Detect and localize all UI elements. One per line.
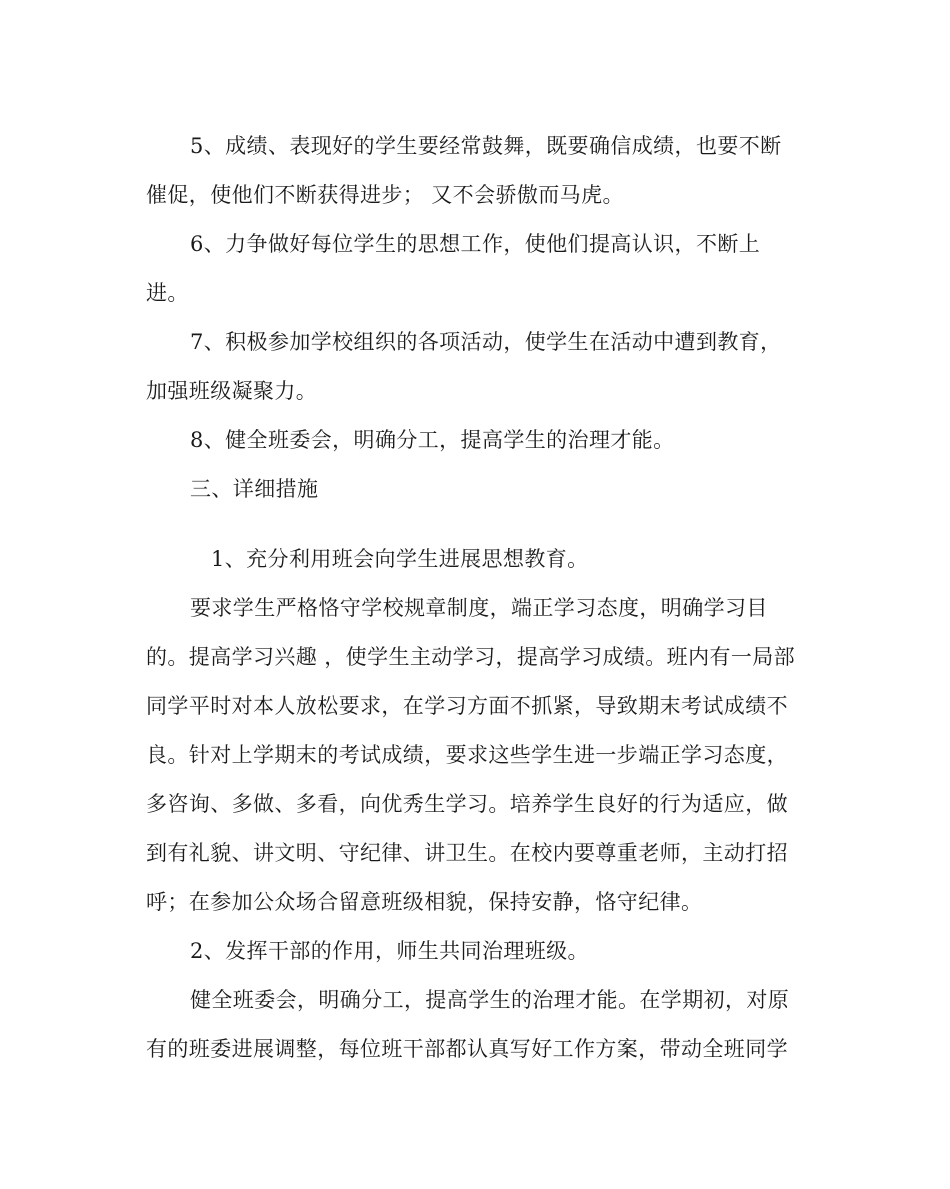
text-line: 进。 — [146, 281, 189, 305]
text-line: 呼；在参加公众场合留意班级相貌，保持安静，恪守纪律。 — [146, 890, 703, 914]
subsection-heading: 1、充分利用班会向学生进展思想教育。 — [211, 547, 589, 571]
section-heading: 三、详细措施 — [190, 477, 319, 501]
text-line: 的。提高学习兴趣 ，使学生主动学习，提高学习成绩。班内有一局部 — [146, 645, 796, 669]
text-line: 良。针对上学期末的考试成绩，要求这些学生进一步端正学习态度， — [146, 743, 788, 767]
subsection-heading: 2、发挥干部的作用，师生共同治理班级。 — [190, 939, 589, 963]
text-line: 到有礼貌、讲文明、守纪律、讲卫生。在校内要尊重老师，主动打招 — [146, 841, 788, 865]
text-line: 多咨询、多做、多看，向优秀生学习。培养学生良好的行为适应，做 — [146, 792, 788, 816]
text-line: 要求学生严格恪守学校规章制度，端正学习态度，明确学习目 — [190, 596, 768, 620]
text-line: 健全班委会，明确分工，提高学生的治理才能。在学期初，对原 — [190, 988, 790, 1012]
text-line: 7、积极参加学校组织的各项活动，使学生在活动中遭到教育， — [190, 330, 782, 354]
text-line: 催促，使他们不断获得进步； 又不会骄傲而马虎。 — [146, 183, 624, 207]
text-line: 有的班委进展调整，每位班干部都认真写好工作方案，带动全班同学 — [146, 1037, 788, 1061]
text-line: 5、成绩、表现好的学生要经常鼓舞，既要确信成绩，也要不断 — [190, 134, 782, 158]
text-line: 8、健全班委会，明确分工，提高学生的治理才能。 — [190, 428, 675, 452]
text-line: 同学平时对本人放松要求，在学习方面不抓紧，导致期末考试成绩不 — [146, 694, 788, 718]
text-line: 加强班级凝聚力。 — [146, 379, 318, 403]
text-line: 6、力争做好每位学生的思想工作，使他们提高认识，不断上 — [190, 232, 761, 256]
